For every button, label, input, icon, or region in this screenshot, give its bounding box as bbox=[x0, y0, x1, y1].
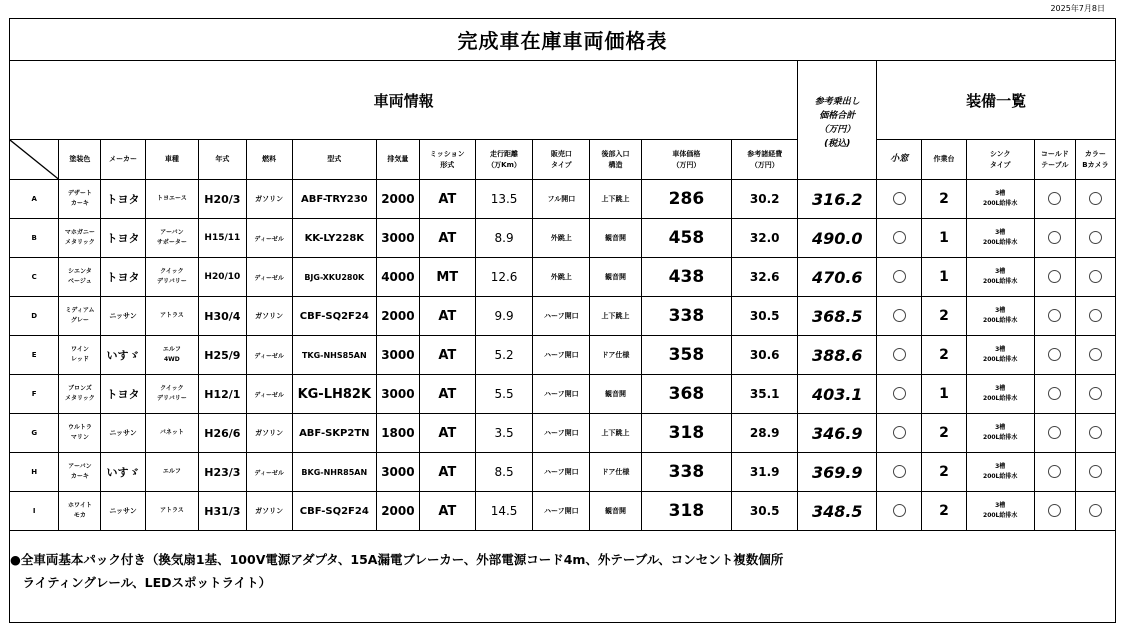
cell-fuel: ディーゼル bbox=[246, 453, 292, 492]
col-header-maker: メーカー bbox=[101, 140, 145, 180]
cell-window bbox=[877, 258, 922, 297]
cell-km: 12.6 bbox=[475, 258, 533, 297]
cell-sink: 3槽 200L給排水 bbox=[966, 180, 1034, 219]
cell-rear: 観音開 bbox=[590, 258, 642, 297]
price-table bbox=[9, 18, 1116, 531]
row-id: D bbox=[10, 297, 59, 336]
cell-maker: トヨタ bbox=[101, 258, 145, 297]
circle-mark-icon bbox=[893, 192, 906, 205]
cell-fuel: ディーゼル bbox=[246, 375, 292, 414]
cell-mission: AT bbox=[419, 180, 475, 219]
cell-color: ウルトラ マリン bbox=[59, 414, 101, 453]
col-header-camera: カラー Bカメラ bbox=[1075, 140, 1115, 180]
cell-fees: 30.6 bbox=[732, 336, 798, 375]
table-row bbox=[10, 258, 1116, 297]
cell-type: TKG-NHS85AN bbox=[292, 336, 376, 375]
cell-door: ハーフ開口 bbox=[533, 297, 590, 336]
cell-type: CBF-SQ2F24 bbox=[292, 492, 376, 531]
cell-cc: 3000 bbox=[376, 336, 419, 375]
cell-model: アトラス bbox=[145, 297, 199, 336]
cell-price: 438 bbox=[641, 258, 731, 297]
col-header-fees: 参考諸経費 （万円） bbox=[732, 140, 798, 180]
row-id: G bbox=[10, 414, 59, 453]
equipment-header: 装備一覧 bbox=[877, 61, 1116, 140]
cell-fuel: ガソリン bbox=[246, 492, 292, 531]
circle-mark-icon bbox=[1089, 387, 1102, 400]
cell-total: 348.5 bbox=[798, 492, 877, 531]
cell-type: BJG-XKU280K bbox=[292, 258, 376, 297]
cell-door: フル開口 bbox=[533, 180, 590, 219]
cell-mission: AT bbox=[419, 219, 475, 258]
cell-sink: 3槽 200L給排水 bbox=[966, 453, 1034, 492]
cell-rear: ドア仕様 bbox=[590, 336, 642, 375]
circle-mark-icon bbox=[893, 309, 906, 322]
circle-mark-icon bbox=[893, 348, 906, 361]
cell-model: バネット bbox=[145, 414, 199, 453]
circle-mark-icon bbox=[1048, 465, 1061, 478]
cell-cc: 3000 bbox=[376, 453, 419, 492]
circle-mark-icon bbox=[893, 504, 906, 517]
cell-table: 2 bbox=[922, 336, 966, 375]
cell-sink: 3槽 200L給排水 bbox=[966, 258, 1034, 297]
cell-price: 318 bbox=[641, 414, 731, 453]
cell-window bbox=[877, 219, 922, 258]
cell-window bbox=[877, 375, 922, 414]
cell-model: エルフ 4WD bbox=[145, 336, 199, 375]
cell-color: ミディアム グレー bbox=[59, 297, 101, 336]
circle-mark-icon bbox=[893, 270, 906, 283]
row-id: I bbox=[10, 492, 59, 531]
cell-door: ハーフ開口 bbox=[533, 375, 590, 414]
cell-year: H20/10 bbox=[199, 258, 246, 297]
col-header-table: 作業台 bbox=[922, 140, 966, 180]
col-header-type: 型式 bbox=[292, 140, 376, 180]
cell-total: 316.2 bbox=[798, 180, 877, 219]
cell-total: 403.1 bbox=[798, 375, 877, 414]
cell-km: 13.5 bbox=[475, 180, 533, 219]
cell-window bbox=[877, 492, 922, 531]
cell-camera bbox=[1075, 414, 1115, 453]
cell-year: H15/11 bbox=[199, 219, 246, 258]
col-header-door: 販売口 タイプ bbox=[533, 140, 590, 180]
cell-cold bbox=[1034, 258, 1075, 297]
cell-maker: ニッサン bbox=[101, 492, 145, 531]
cell-door: 外跳上 bbox=[533, 258, 590, 297]
circle-mark-icon bbox=[1048, 504, 1061, 517]
circle-mark-icon bbox=[1048, 192, 1061, 205]
cell-table: 2 bbox=[922, 180, 966, 219]
cell-door: ハーフ開口 bbox=[533, 453, 590, 492]
cell-model: アトラス bbox=[145, 492, 199, 531]
cell-table: 1 bbox=[922, 219, 966, 258]
cell-cold bbox=[1034, 336, 1075, 375]
cell-maker: トヨタ bbox=[101, 375, 145, 414]
cell-color: マホガニー メタリック bbox=[59, 219, 101, 258]
cell-price: 318 bbox=[641, 492, 731, 531]
row-id: F bbox=[10, 375, 59, 414]
table-row bbox=[10, 492, 1116, 531]
cell-color: ブロンズ メタリック bbox=[59, 375, 101, 414]
circle-mark-icon bbox=[893, 387, 906, 400]
cell-total: 369.9 bbox=[798, 453, 877, 492]
cell-cc: 2000 bbox=[376, 297, 419, 336]
cell-mission: AT bbox=[419, 414, 475, 453]
cell-color: アーバン カーキ bbox=[59, 453, 101, 492]
row-id: E bbox=[10, 336, 59, 375]
cell-window bbox=[877, 453, 922, 492]
cell-total: 346.9 bbox=[798, 414, 877, 453]
cell-table: 2 bbox=[922, 453, 966, 492]
cell-price: 368 bbox=[641, 375, 731, 414]
circle-mark-icon bbox=[1048, 387, 1061, 400]
cell-camera bbox=[1075, 492, 1115, 531]
table-row bbox=[10, 219, 1116, 258]
cell-color: ワイン レッド bbox=[59, 336, 101, 375]
circle-mark-icon bbox=[1089, 309, 1102, 322]
cell-fees: 30.5 bbox=[732, 492, 798, 531]
table-row bbox=[10, 414, 1116, 453]
circle-mark-icon bbox=[1089, 192, 1102, 205]
cell-camera bbox=[1075, 297, 1115, 336]
cell-window bbox=[877, 297, 922, 336]
cell-maker: トヨタ bbox=[101, 180, 145, 219]
cell-camera bbox=[1075, 219, 1115, 258]
cell-fuel: ガソリン bbox=[246, 180, 292, 219]
cell-price: 286 bbox=[641, 180, 731, 219]
cell-rear: 上下跳上 bbox=[590, 297, 642, 336]
cell-rear: 観音開 bbox=[590, 492, 642, 531]
cell-maker: ニッサン bbox=[101, 297, 145, 336]
row-id: B bbox=[10, 219, 59, 258]
footnote-line-2: ライティングレール、LEDスポットライト） bbox=[10, 575, 272, 590]
cell-maker: いすゞ bbox=[101, 336, 145, 375]
cell-fees: 32.6 bbox=[732, 258, 798, 297]
cell-cc: 1800 bbox=[376, 414, 419, 453]
cell-model: クイック デリバリー bbox=[145, 375, 199, 414]
cell-year: H25/9 bbox=[199, 336, 246, 375]
cell-fees: 32.0 bbox=[732, 219, 798, 258]
cell-sink: 3槽 200L給排水 bbox=[966, 336, 1034, 375]
cell-year: H31/3 bbox=[199, 492, 246, 531]
cell-sink: 3槽 200L給排水 bbox=[966, 492, 1034, 531]
cell-door: 外跳上 bbox=[533, 219, 590, 258]
cell-year: H30/4 bbox=[199, 297, 246, 336]
cell-table: 2 bbox=[922, 297, 966, 336]
circle-mark-icon bbox=[1089, 348, 1102, 361]
row-id: A bbox=[10, 180, 59, 219]
cell-cc: 4000 bbox=[376, 258, 419, 297]
circle-mark-icon bbox=[1089, 231, 1102, 244]
cell-maker: いすゞ bbox=[101, 453, 145, 492]
cell-km: 3.5 bbox=[475, 414, 533, 453]
table-row bbox=[10, 180, 1116, 219]
cell-color: デザート カーキ bbox=[59, 180, 101, 219]
col-header-fuel: 燃料 bbox=[246, 140, 292, 180]
cell-fuel: ディーゼル bbox=[246, 219, 292, 258]
cell-fuel: ディーゼル bbox=[246, 258, 292, 297]
cell-cc: 3000 bbox=[376, 219, 419, 258]
cell-fuel: ディーゼル bbox=[246, 336, 292, 375]
cell-rear: ドア仕様 bbox=[590, 453, 642, 492]
cell-type: KG-LH82K bbox=[292, 375, 376, 414]
cell-km: 5.2 bbox=[475, 336, 533, 375]
col-header-mission: ミッション 形式 bbox=[419, 140, 475, 180]
cell-table: 1 bbox=[922, 258, 966, 297]
col-header-year: 年式 bbox=[199, 140, 246, 180]
cell-door: ハーフ開口 bbox=[533, 336, 590, 375]
cell-mission: AT bbox=[419, 297, 475, 336]
cell-rear: 上下跳上 bbox=[590, 414, 642, 453]
cell-fees: 28.9 bbox=[732, 414, 798, 453]
cell-fees: 35.1 bbox=[732, 375, 798, 414]
cell-model: クイック デリバリー bbox=[145, 258, 199, 297]
col-header-color: 塗装色 bbox=[59, 140, 101, 180]
cell-color: シエンタ ベージュ bbox=[59, 258, 101, 297]
cell-sink: 3槽 200L給排水 bbox=[966, 375, 1034, 414]
cell-door: ハーフ開口 bbox=[533, 414, 590, 453]
cell-model: アーバン サポーター bbox=[145, 219, 199, 258]
cell-year: H26/6 bbox=[199, 414, 246, 453]
cell-maker: トヨタ bbox=[101, 219, 145, 258]
row-id: C bbox=[10, 258, 59, 297]
table-row bbox=[10, 297, 1116, 336]
circle-mark-icon bbox=[893, 231, 906, 244]
cell-cold bbox=[1034, 297, 1075, 336]
circle-mark-icon bbox=[893, 426, 906, 439]
circle-mark-icon bbox=[1048, 426, 1061, 439]
circle-mark-icon bbox=[1089, 270, 1102, 283]
cell-fees: 30.2 bbox=[732, 180, 798, 219]
table-row bbox=[10, 453, 1116, 492]
cell-rear: 観音開 bbox=[590, 219, 642, 258]
cell-year: H20/3 bbox=[199, 180, 246, 219]
cell-cc: 3000 bbox=[376, 375, 419, 414]
circle-mark-icon bbox=[1048, 348, 1061, 361]
circle-mark-icon bbox=[893, 465, 906, 478]
cell-sink: 3槽 200L給排水 bbox=[966, 219, 1034, 258]
cell-fees: 30.5 bbox=[732, 297, 798, 336]
circle-mark-icon bbox=[1048, 270, 1061, 283]
cell-type: KK-LY228K bbox=[292, 219, 376, 258]
cell-cc: 2000 bbox=[376, 180, 419, 219]
col-header-cold: コールド テーブル bbox=[1034, 140, 1075, 180]
cell-camera bbox=[1075, 336, 1115, 375]
col-header-window: 小窓 bbox=[877, 140, 922, 180]
cell-km: 14.5 bbox=[475, 492, 533, 531]
cell-type: BKG-NHR85AN bbox=[292, 453, 376, 492]
cell-km: 9.9 bbox=[475, 297, 533, 336]
circle-mark-icon bbox=[1089, 465, 1102, 478]
cell-door: ハーフ開口 bbox=[533, 492, 590, 531]
circle-mark-icon bbox=[1048, 309, 1061, 322]
cell-cold bbox=[1034, 375, 1075, 414]
cell-total: 388.6 bbox=[798, 336, 877, 375]
cell-fuel: ガソリン bbox=[246, 414, 292, 453]
col-header-rear: 後部入口 構造 bbox=[590, 140, 642, 180]
cell-model: トヨエース bbox=[145, 180, 199, 219]
table-title: 完成車在庫車両価格表 bbox=[10, 19, 1116, 61]
circle-mark-icon bbox=[1048, 231, 1061, 244]
cell-total: 490.0 bbox=[798, 219, 877, 258]
row-id: H bbox=[10, 453, 59, 492]
cell-table: 2 bbox=[922, 414, 966, 453]
cell-cold bbox=[1034, 453, 1075, 492]
col-header-price: 車体価格 （万円） bbox=[641, 140, 731, 180]
cell-cold bbox=[1034, 180, 1075, 219]
cell-type: CBF-SQ2F24 bbox=[292, 297, 376, 336]
cell-year: H23/3 bbox=[199, 453, 246, 492]
cell-km: 5.5 bbox=[475, 375, 533, 414]
cell-price: 338 bbox=[641, 453, 731, 492]
cell-fees: 31.9 bbox=[732, 453, 798, 492]
cell-mission: AT bbox=[419, 375, 475, 414]
cell-mission: AT bbox=[419, 492, 475, 531]
cell-window bbox=[877, 180, 922, 219]
col-header-cc: 排気量 bbox=[376, 140, 419, 180]
cell-table: 1 bbox=[922, 375, 966, 414]
col-header-km: 走行距離 （万Km） bbox=[475, 140, 533, 180]
circle-mark-icon bbox=[1089, 504, 1102, 517]
cell-color: ホワイト モカ bbox=[59, 492, 101, 531]
vehicle-info-header: 車両情報 bbox=[10, 61, 798, 140]
total-price-header: 参考乗出し 価格合計 （万円） (税込) bbox=[798, 61, 877, 180]
cell-fuel: ガソリン bbox=[246, 297, 292, 336]
cell-mission: AT bbox=[419, 336, 475, 375]
cell-total: 470.6 bbox=[798, 258, 877, 297]
cell-rear: 上下跳上 bbox=[590, 180, 642, 219]
cell-km: 8.9 bbox=[475, 219, 533, 258]
document-date: 2025年7月8日 bbox=[1050, 4, 1105, 13]
cell-model: エルフ bbox=[145, 453, 199, 492]
cell-table: 2 bbox=[922, 492, 966, 531]
cell-price: 458 bbox=[641, 219, 731, 258]
cell-maker: ニッサン bbox=[101, 414, 145, 453]
col-header-model: 車種 bbox=[145, 140, 199, 180]
cell-window bbox=[877, 336, 922, 375]
cell-km: 8.5 bbox=[475, 453, 533, 492]
footnote-line-1: ●全車両基本パック付き（換気扇1基、100V電源アダプタ、15A漏電ブレーカー、外部電源コード4m、外テーブル、コンセント複数個所 bbox=[10, 552, 784, 567]
table-row bbox=[10, 375, 1116, 414]
cell-type: ABF-SKP2TN bbox=[292, 414, 376, 453]
cell-sink: 3槽 200L給排水 bbox=[966, 414, 1034, 453]
cell-rear: 観音開 bbox=[590, 375, 642, 414]
circle-mark-icon bbox=[1089, 426, 1102, 439]
cell-cold bbox=[1034, 492, 1075, 531]
cell-camera bbox=[1075, 453, 1115, 492]
footnote bbox=[10, 548, 783, 594]
cell-cc: 2000 bbox=[376, 492, 419, 531]
cell-mission: MT bbox=[419, 258, 475, 297]
cell-camera bbox=[1075, 258, 1115, 297]
cell-type: ABF-TRY230 bbox=[292, 180, 376, 219]
col-header-sink: シンク タイプ bbox=[966, 140, 1034, 180]
cell-year: H12/1 bbox=[199, 375, 246, 414]
cell-window bbox=[877, 414, 922, 453]
cell-mission: AT bbox=[419, 453, 475, 492]
cell-price: 338 bbox=[641, 297, 731, 336]
cell-cold bbox=[1034, 414, 1075, 453]
cell-sink: 3槽 200L給排水 bbox=[966, 297, 1034, 336]
cell-cold bbox=[1034, 219, 1075, 258]
table-row bbox=[10, 336, 1116, 375]
cell-camera bbox=[1075, 375, 1115, 414]
corner-diagonal-cell bbox=[10, 140, 59, 180]
cell-total: 368.5 bbox=[798, 297, 877, 336]
cell-camera bbox=[1075, 180, 1115, 219]
cell-price: 358 bbox=[641, 336, 731, 375]
